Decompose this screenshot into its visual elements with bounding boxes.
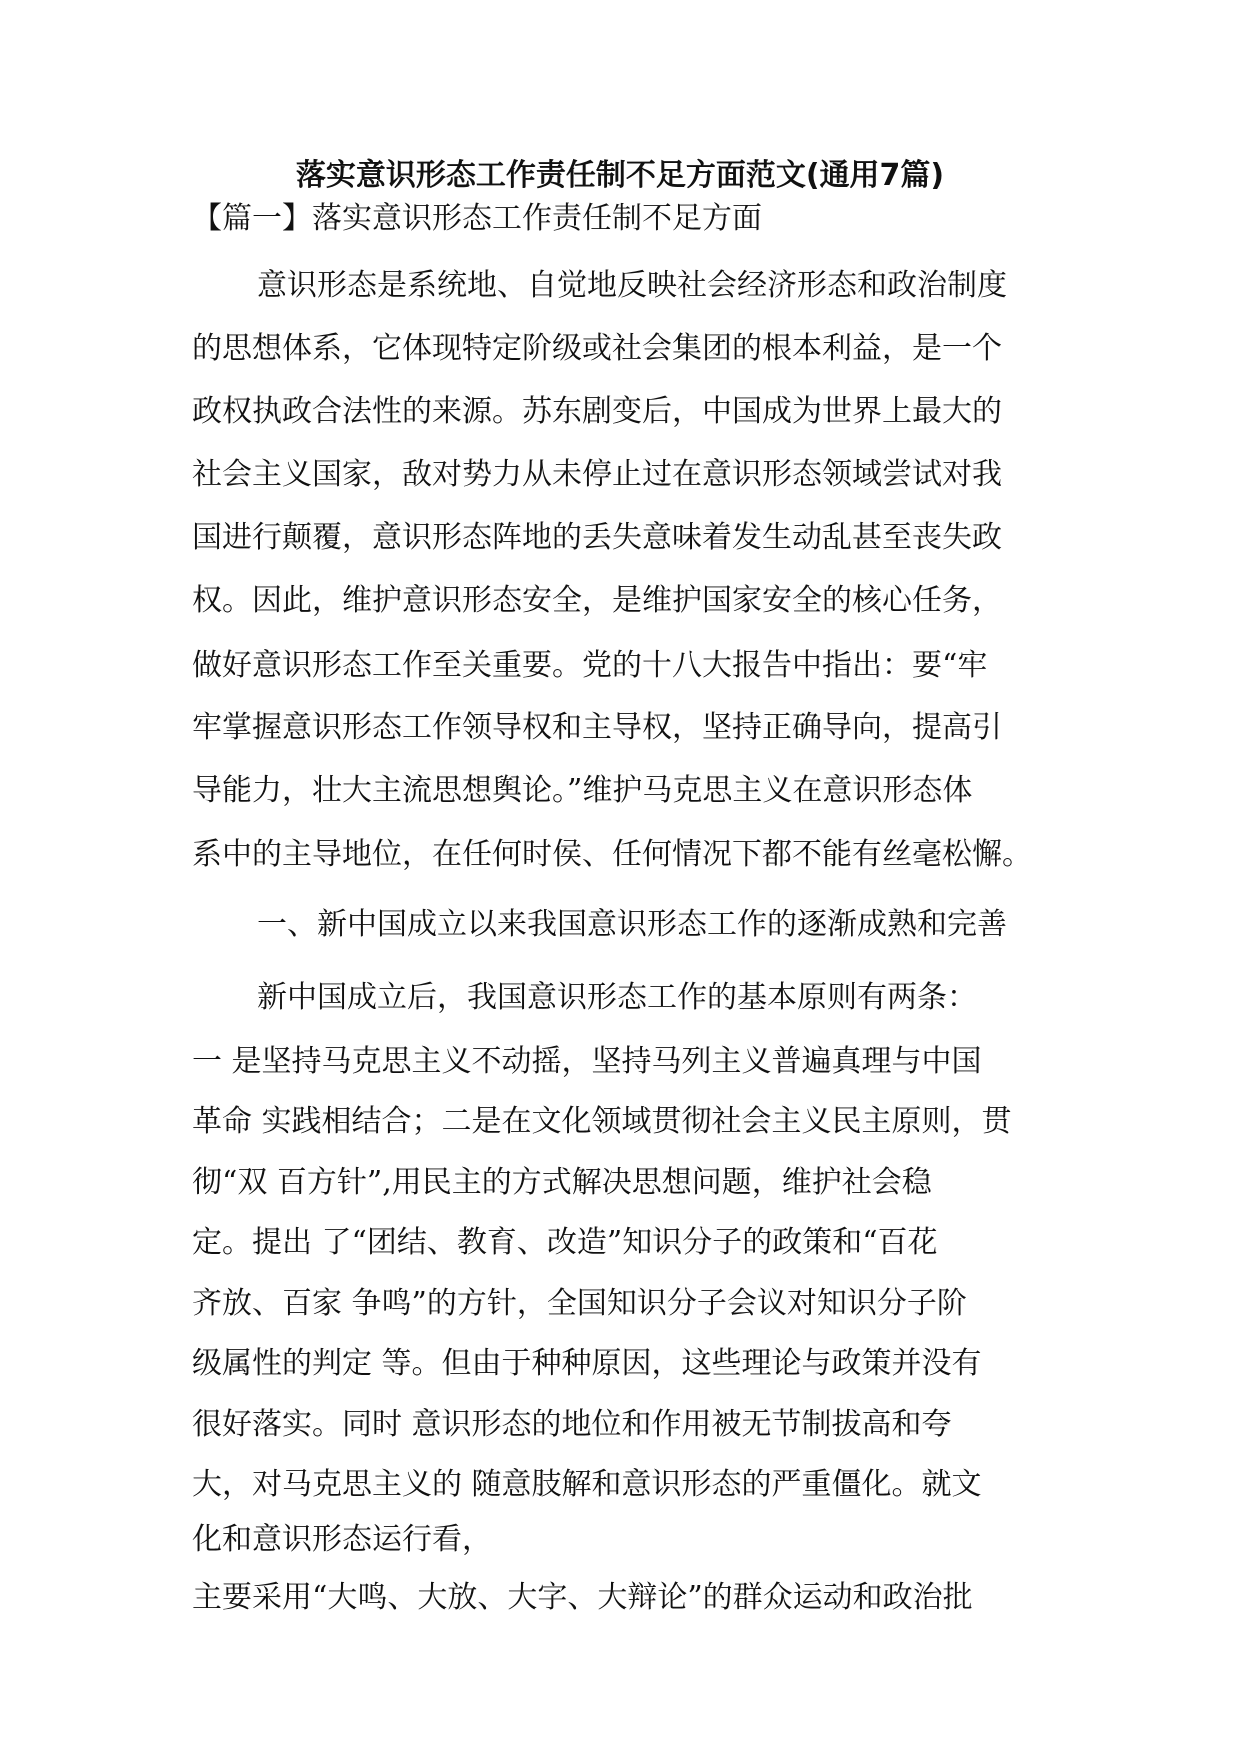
paragraph-line: 一 是坚持马克思主义不动摇，坚持马列主义普遍真理与中国: [192, 1044, 982, 1079]
paragraph-line: 主要采用“大鸣、大放、大字、大辩论”的群众运动和政治批: [192, 1580, 973, 1615]
paragraph-line: 导能力，壮大主流思想舆论。”维护马克思主义在意识形态体: [192, 773, 973, 808]
paragraph-line: 做好意识形态工作至关重要。党的十八大报告中指出：要“牢: [192, 648, 988, 683]
paragraph-line: 权。因此，维护意识形态安全，是维护国家安全的核心任务，: [192, 583, 1002, 618]
paragraph-line: 齐放、百家 争鸣”的方针，全国知识分子会议对知识分子阶: [192, 1286, 967, 1321]
paragraph-line: 化和意识形态运行看，: [192, 1522, 492, 1557]
paragraph-line: 的思想体系，它体现特定阶级或社会集团的根本利益，是一个: [192, 331, 1002, 366]
paragraph-line: 牢掌握意识形态工作领导权和主导权，坚持正确导向，提高引: [192, 710, 1002, 745]
paragraph-line: 政权执政合法性的来源。苏东剧变后，中国成为世界上最大的: [192, 394, 1002, 429]
paragraph-line: 很好落实。同时 意识形态的地位和作用被无节制拔高和夸: [192, 1407, 952, 1442]
paragraph-line: 革命 实践相结合；二是在文化领域贯彻社会主义民主原则，贯: [192, 1104, 1012, 1139]
subsection-heading: 一、新中国成立以来我国意识形态工作的逐渐成熟和完善: [257, 907, 1007, 942]
section-heading: 【篇一】落实意识形态工作责任制不足方面: [192, 201, 762, 236]
paragraph-line: 意识形态是系统地、自觉地反映社会经济形态和政治制度: [257, 268, 1007, 303]
paragraph-line: 新中国成立后，我国意识形态工作的基本原则有两条：: [257, 980, 977, 1015]
document-title: 落实意识形态工作责任制不足方面范文(通用7篇): [295, 158, 945, 193]
paragraph-line: 社会主义国家，敌对势力从未停止过在意识形态领域尝试对我: [192, 457, 1002, 492]
paragraph-line: 定。提出 了“团结、教育、改造”知识分子的政策和“百花: [192, 1225, 938, 1260]
paragraph-line: 系中的主导地位，在任何时侯、任何情况下都不能有丝毫松懈。: [192, 837, 1032, 872]
paragraph-line: 级属性的判定 等。但由于种种原因，这些理论与政策并没有: [192, 1346, 982, 1381]
paragraph-line: 大，对马克思主义的 随意肢解和意识形态的严重僵化。就文: [192, 1467, 982, 1502]
paragraph-line: 彻“双 百方针”,用民主的方式解决思想问题，维护社会稳: [192, 1165, 932, 1200]
paragraph-line: 国进行颠覆，意识形态阵地的丢失意味着发生动乱甚至丧失政: [192, 520, 1002, 555]
